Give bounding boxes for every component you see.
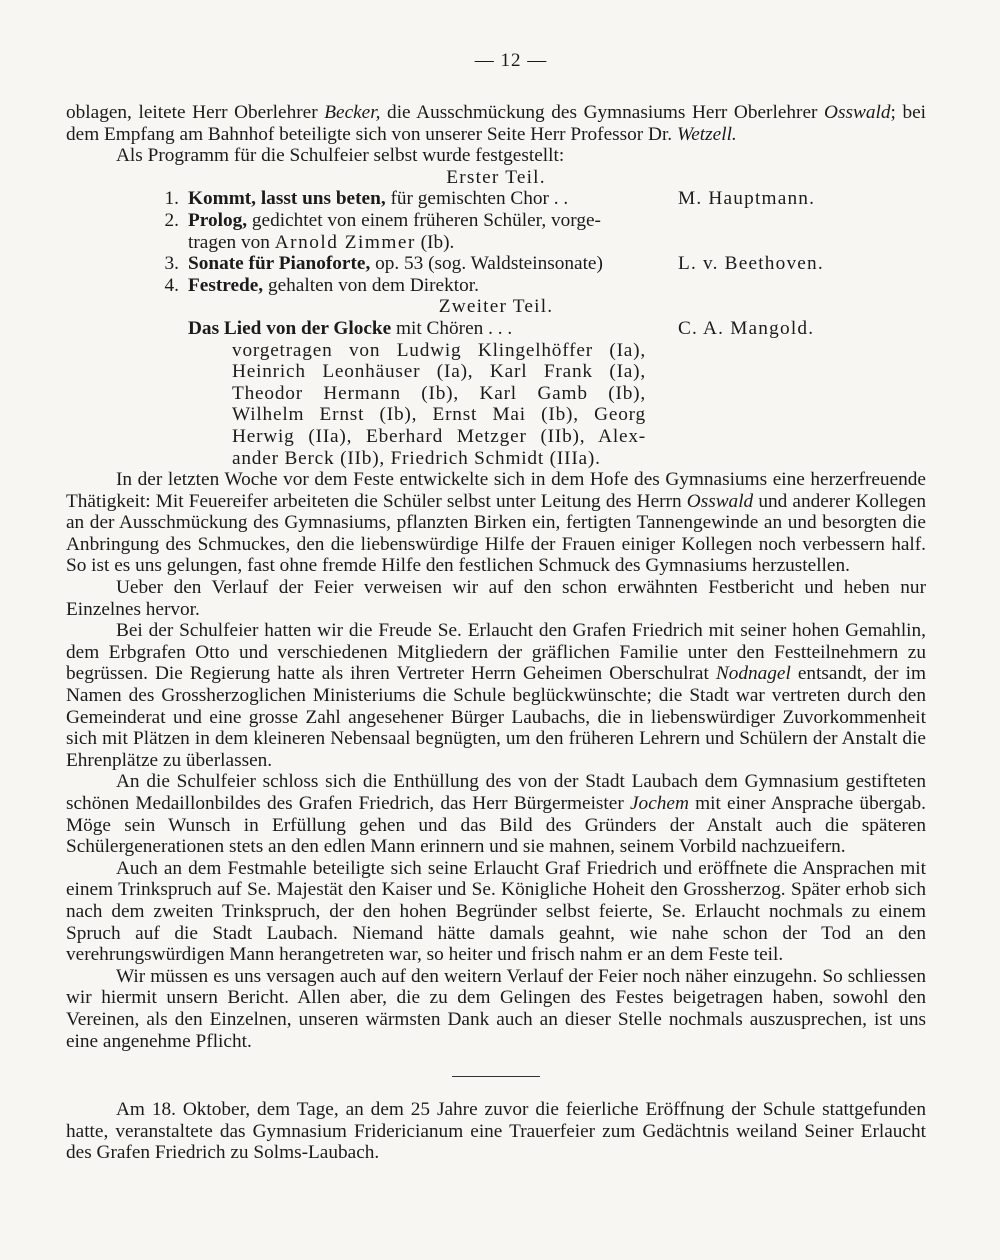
program-item-2 — [66, 210, 926, 232]
item-title: Prolog, — [188, 209, 248, 231]
text-run: ; bei dem Empfang am Bahnhof beteiligte sich von unserer Seite Herr Professor Dr. — [66, 102, 926, 145]
performer-line: Heinrich Leonhäuser (Ia), Karl Frank (Ia), — [232, 361, 646, 383]
program-item-4 — [66, 275, 926, 297]
item-title: Festrede, — [188, 274, 264, 296]
heading-erster-teil: Erster Teil. — [446, 166, 546, 188]
item-title: Das Lied von der Glocke — [188, 317, 392, 339]
performer-name: Arnold Zimmer — [274, 231, 416, 253]
performer-line: ander Berck (IIb), Friedrich Schmidt (IIIa). — [232, 447, 601, 469]
paragraph-schulfeier — [66, 620, 926, 771]
text-run: An die Schulfeier schloss sich die Enthüllung des von der Stadt Laubach dem Gymnasium gestifteten schönen Medaillonbildes des Grafen Friedrich, das Herr Bürgermeister — [66, 771, 926, 814]
name-wetzell: Wetzell. — [676, 123, 737, 145]
performer-line: vorgetragen von Ludwig Klingelhöffer (Ia), — [232, 339, 646, 361]
item-description: (Ib). — [415, 231, 455, 253]
item-description: op. 53 (sog. Waldsteinsonate) — [370, 253, 603, 275]
item-description: tragen von — [188, 231, 275, 253]
heading-zweiter-teil: Zweiter Teil. — [438, 296, 554, 318]
text-run: die Ausschmückung des Gymnasiums Herr Oberlehrer — [380, 102, 825, 123]
item-number: 2. — [164, 209, 179, 231]
text-run: und anderer Kollegen an der Ausschmückung des Gymnasiums, pflanzten Birken ein, fertigten Tannengewinde an und besorgten die Anbringung des Schmuckes, den die liebenswürdige Hilfe der Frauen einiger Kollegen noch verbessern half. So ist es uns gelungen, fast ohne fremde Hilfe den festlichen Schmuck des Gymnasiums herzustellen. — [66, 490, 926, 577]
performer-line: Theodor Hermann (Ib), Karl Gamb (Ib), — [232, 382, 646, 404]
paragraph-enthuellung — [66, 771, 926, 857]
item-composer: C. A. Mangold. — [678, 317, 815, 339]
section-divider — [452, 1076, 540, 1077]
item-title: Sonate für Pianoforte, — [188, 253, 371, 275]
text-run: In der letzten Woche vor dem Feste entwickelte sich in dem Hofe des Gymnasiums eine herzerfreuende Thätigkeit: Mit Feuereifer arbeiteten die Schüler selbst unter Leitung des Herrn — [66, 469, 926, 512]
item-number: 4. — [164, 274, 179, 296]
program-item-2-cont — [66, 232, 926, 254]
name-becker: Becker, — [324, 102, 381, 123]
name-osswald: Osswald — [686, 490, 754, 512]
text-run: oblagen, leitete Herr Oberlehrer — [66, 102, 325, 123]
paragraph-festmahl: Auch an dem Festmahle beteiligte sich seine Erlaucht Graf Friedrich und eröffnete die Ansprachen mit einem Trinkspruch auf Se. Majestät den Kaiser und Se. Königliche Hoheit den Grossherzog. Später erhob sich nach dem zweiten Trinkspruch, der den hohen Begründer selbst feierte, Se. Erlaucht nochmals zu einem Spruch auf die Stadt Laubach. Niemand hätte damals geahnt, wie nahe schon der Tod an den verehrungswürdigen Mann herangetreten war, so heiter und frisch nahm er an dem Feste teil. — [66, 857, 926, 966]
paragraph-versagen: Wir müssen es uns versagen auch auf den weitern Verlauf der Feier noch näher einzugehn. So schliessen wir hiermit unsern Bericht. Allen aber, die zu dem Gelingen des Festes beigetragen haben, sowohl den Vereinen, als den Einzelnen, unseren wärmsten Dank auch an dieser Stelle nochmals auszusprechen, ist uns eine angenehme Pflicht. — [66, 965, 926, 1052]
item-description: gehalten von dem Direktor. — [263, 274, 479, 296]
item-composer: L. v. Beethoven. — [678, 253, 824, 275]
page-number: — 12 — — [474, 50, 548, 71]
program-item-3 — [66, 253, 926, 275]
text-run: entsandt, der im Namen des Grossherzoglichen Ministeriums die Schule beglückwünschte; die Stadt war vertreten durch den Gemeinderat und eine grosse Zahl angesehener Bürger Laubachs, die in liebenswürdiger Zuvorkommenheit sich mit Plätzen in dem kleineren Nebensaal begnügten, um den früheren Lehrern und Schülern der Anstalt die Ehrenplätze zu überlassen. — [66, 663, 926, 771]
item-number: 3. — [164, 253, 179, 275]
paragraph-oktober: Am 18. Oktober, dem Tage, an dem 25 Jahre zuvor die feierliche Eröffnung der Schule stattgefunden hatte, veranstaltete das Gymnasium Fridericianum eine Trauerfeier zum Gedächtnis weiland Seiner Erlaucht des Grafen Friedrich zu Solms-Laubach. — [66, 1099, 926, 1164]
text-run: Bei der Schulfeier hatten wir die Freude Se. Erlaucht den Grafen Friedrich mit seiner hohen Gemahlin, dem Erbgrafen Otto und verschiedenen Mitgliedern der gräflichen Familie unter den Festteilnehmern zu begrüssen. Die Regierung hatte als ihren Vertreter Herrn Geheimen Oberschulrat — [66, 620, 926, 685]
paragraph-woche — [66, 469, 926, 577]
paragraph-oblagen — [66, 102, 926, 145]
paragraph-verlauf: Ueber den Verlauf der Feier verweisen wir auf den schon erwähnten Festbericht und heben nur Einzelnes hervor. — [66, 577, 926, 620]
item-composer: M. Hauptmann. — [678, 188, 816, 210]
document-page — [66, 50, 926, 1164]
item-description: gedichtet von einem früheren Schüler, vorge- — [247, 209, 601, 231]
item-description: für gemischten Chor . . — [385, 188, 569, 210]
name-jochem: Jochem — [630, 793, 689, 814]
program-item-glocke — [66, 318, 926, 340]
program-item-1 — [66, 188, 926, 210]
performer-line: Wilhelm Ernst (Ib), Ernst Mai (Ib), Georg — [232, 404, 646, 426]
item-title: Kommt, lasst uns beten, — [188, 188, 386, 210]
performer-list — [232, 340, 646, 470]
performer-line: Herwig (IIa), Eberhard Metzger (IIb), Alex- — [232, 425, 646, 447]
item-number: 1. — [164, 188, 179, 210]
name-nodnagel: Nodnagel — [715, 663, 791, 685]
item-description: mit Chören . . . — [391, 317, 513, 339]
name-osswald: Osswald — [824, 102, 891, 123]
program-glocke — [66, 318, 926, 340]
programm-intro: Als Programm für die Schulfeier selbst wurde festgestellt: — [116, 145, 565, 167]
program-list — [66, 188, 926, 296]
text-run: mit einer Ansprache übergab. Möge sein Wunsch in Erfüllung gehen und das Bild des Gründers der Anstalt auch die späteren Schülergenerationen stets an den edlen Mann erinnern und sie mahnen, seinem Vorbild nachzueifern. — [66, 793, 926, 858]
